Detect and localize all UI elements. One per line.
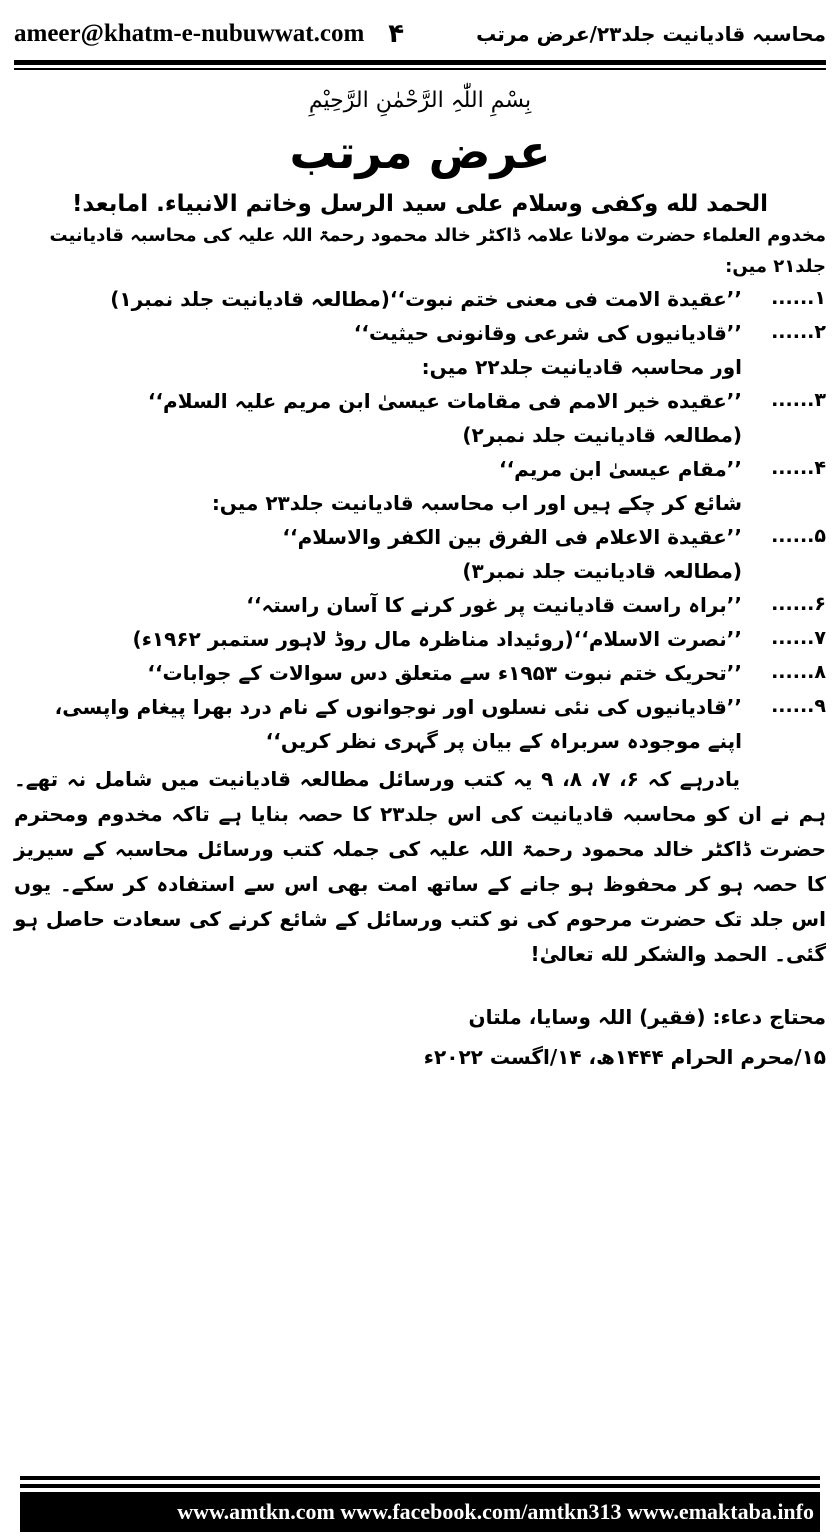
item-text: ’’نصرت الاسلام‘‘(روئیداد مناظرہ مال روڈ لاہور ستمبر ۱۹۶۲ء) — [132, 627, 742, 652]
closing-paragraph — [14, 762, 826, 972]
header-email: ameer@khatm-e-nubuwwat.com — [14, 20, 365, 47]
list-item-3 — [14, 384, 826, 418]
item-text: ’’تحریک ختم نبوت ۱۹۵۳ء سے متعلق دس سوالات کے جوابات‘‘ — [147, 661, 742, 686]
item-text: ’’عقيدة الاعلام فى الفرق بين الكفر والاسلام‘‘ — [282, 525, 742, 550]
item-body — [14, 690, 742, 758]
date: ۱۵/محرم الحرام ۱۴۴۴ھ، ۱۴/اگست ۲۰۲۲ء — [423, 1045, 826, 1070]
header-rule-thin — [14, 68, 826, 70]
item-number: ۱...... — [771, 287, 826, 310]
spacer — [14, 1074, 826, 1476]
running-title: محاسبہ قادیانیت جلد۲۳/عرض مرتب — [476, 22, 826, 46]
item-text: ’’قادیانیوں کی شرعی وقانونی حیثیت‘‘ — [353, 321, 742, 346]
list-item-8 — [14, 656, 826, 690]
item-number: ۳...... — [771, 389, 826, 412]
item-text: ’’قادیانیوں کی نئی نسلوں اور نوجوانوں کے نام درد بھرا پیغام واپسی، اپنے موجودہ — [54, 695, 742, 754]
paragraph-line-5: کرنے کی سعادت حاصل ہو گئی۔ الحمد والشکر لله تعالیٰ! — [14, 907, 826, 967]
item-number: ۶...... — [771, 593, 826, 616]
paragraph-line-1: یادرہے کہ ۶، ۷، ۸، ۹ یہ کتب ورسائل مطالعہ قادیانیت میں شامل نہ تھے۔ ہم نے — [14, 767, 826, 827]
item-text: ’’عقيده خير الامم فى مقامات عيسىٰ ابن مريم عليہ السلام‘‘ — [147, 389, 742, 414]
item-text: ’’براہ راست قادیانیت پر غور کرنے کا آسان راستہ‘‘ — [246, 593, 742, 618]
signature: محتاج دعاء: (فقیر) اللہ وسایا، ملتان — [468, 1005, 826, 1030]
list-item-4 — [14, 452, 826, 486]
item-number: ۴...... — [771, 457, 826, 480]
page-header — [14, 0, 826, 58]
list-item-7 — [14, 622, 826, 656]
item-9-continuation: سربراہ کے بیان پر گہری نظر کریں‘‘ — [265, 729, 620, 754]
list-item-6 — [14, 588, 826, 622]
list-item-1 — [14, 282, 826, 316]
vol23-intro: شائع کر چکے ہیں اور اب محاسبہ قادیانیت جلد۲۳ میں: — [211, 491, 742, 516]
paragraph-line-2: ان کو محاسبہ قادیانیت کی اس جلد۲۳ کا حصہ بنایا ہے تاکہ مخدوم ومحترم حضرت ڈاکٹر خالد — [14, 802, 826, 862]
hamd-line: الحمد لله وكفى وسلام على سيد الرسل وخاتم الانبياء. امابعد! — [71, 190, 769, 217]
page-number: ۴ — [388, 19, 405, 49]
item-number: ۷...... — [771, 627, 826, 650]
basmala: بِسْمِ اللّٰہِ الرَّحْمٰنِ الرَّحِیْمِ — [308, 88, 532, 113]
item-3-sub: (مطالعہ قادیانیت جلد نمبر۲) — [462, 423, 742, 448]
page-footer — [14, 1476, 826, 1540]
item-number: ۹...... — [771, 695, 826, 718]
page-title: عرض مرتب — [289, 125, 551, 179]
paragraph-line-3: محمود رحمۃ اللہ علیہ کی جملہ کتب ورسائل محاسبہ کے سیریز کا حصہ ہو کر محفوظ ہو جانے کے ساتھ امت — [14, 837, 826, 897]
item-5-sub: (مطالعہ قادیانیت جلد نمبر۳) — [462, 559, 742, 584]
footer-rule-1 — [20, 1476, 820, 1480]
item-text: ’’عقيدة الامت فى معنى ختم نبوت‘‘(مطالعہ قادیانیت جلد نمبر۱) — [110, 287, 742, 312]
list-item-5 — [14, 520, 826, 554]
item-number: ۸...... — [771, 661, 826, 684]
item-number: ۵...... — [771, 525, 826, 548]
list-item-2 — [14, 316, 826, 350]
vol22-intro: اور محاسبہ قادیانیت جلد۲۲ میں: — [421, 355, 742, 380]
header-rule-thick — [14, 60, 826, 65]
item-number: ۲...... — [771, 321, 826, 344]
footer-links[interactable]: www.amtkn.com www.facebook.com/amtkn313 www.emaktaba.info — [20, 1492, 820, 1532]
paragraph-line-4: بھی اس سے استفادہ کر سکے۔ یوں اس جلد تک حضرت مرحوم کی نو کتب ورسائل کے شائع — [14, 872, 826, 932]
footer-rule-2 — [20, 1484, 820, 1488]
list-item-9 — [14, 690, 826, 758]
item-text: ’’مقام عیسیٰ ابن مریم‘‘ — [498, 457, 742, 482]
intro-line: مخدوم العلماء حضرت مولانا علامہ ڈاکٹر خالد محمود رحمۃ اللہ علیہ کی محاسبہ قادیانیت جلد۲۱ میں: — [49, 225, 826, 277]
